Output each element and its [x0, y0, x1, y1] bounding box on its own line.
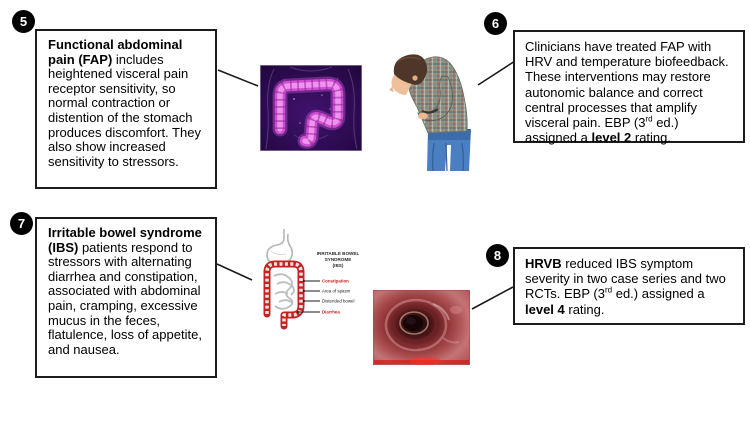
connector-box8-to-endoscopy-image: [472, 287, 513, 309]
colon-3d-image: [260, 65, 362, 151]
step-6-text: Clinicians have treated FAP with HRV and temperature biofeedback. These interventions may restore autonomic balance and correct central processes that amplify visceral pain. EBP (3rd ed.) assigned a level 2 rating.: [525, 39, 729, 146]
ibs-diagram-image: [257, 228, 363, 333]
step-5-badge: 5: [12, 10, 35, 33]
step-7-textbox: [35, 217, 217, 378]
ibs-diagram-title-line1: IRRITABLE BOWEL: [316, 251, 360, 256]
step-5-text: Functional abdominal pain (FAP) includes heightened visceral pain receptor sensitivity, so normal contraction or distention of the stomach produces discomfort. They also show increased sensitivity to stressors.: [48, 37, 201, 169]
boy-stomachache-image: [378, 43, 475, 171]
connector-box5-to-colon-image: [218, 70, 258, 86]
colon-3d-illustration: [260, 65, 362, 151]
ibs-diagram-title-line3: (IBS): [332, 263, 344, 268]
ibs-label-area-of-spasm: Area of spasm: [322, 288, 351, 294]
step-8-badge: 8: [486, 244, 509, 267]
step-7-badge: 7: [10, 212, 33, 235]
ibs-diagram-illustration: [257, 228, 363, 333]
ibs-label-constipation: Constipation: [322, 278, 349, 284]
step-6-textbox: [513, 30, 745, 146]
step-5-textbox: [35, 29, 217, 189]
endoscopy-image: [373, 290, 470, 365]
ibs-label-distended-bowel: Distended bowel: [322, 298, 355, 304]
step-7-text: Irritable bowel syndrome (IBS) patients respond to stressors with alternating diarrhea and constipation, associated with abdominal pain, cramping, excessive mucus in the feces, flatulence, loss of appetite, and nausea.: [48, 225, 202, 357]
connector-box6-to-boy-image: [478, 61, 515, 85]
step-8-textbox: [513, 247, 745, 325]
ibs-label-diarrhea: Diarrhea: [322, 309, 340, 315]
ibs-diagram-title-line2: SYNDROME: [324, 257, 352, 262]
step-6-badge: 6: [484, 12, 507, 35]
connector-box7-to-ibs-diagram: [217, 264, 252, 280]
endoscopy-illustration: [373, 290, 470, 365]
boy-stomachache-illustration: [378, 43, 475, 171]
step-8-text: HRVB reduced IBS symptom severity in two case series and two RCTs. EBP (3rd ed.) assigned a level 4 rating.: [525, 256, 726, 317]
